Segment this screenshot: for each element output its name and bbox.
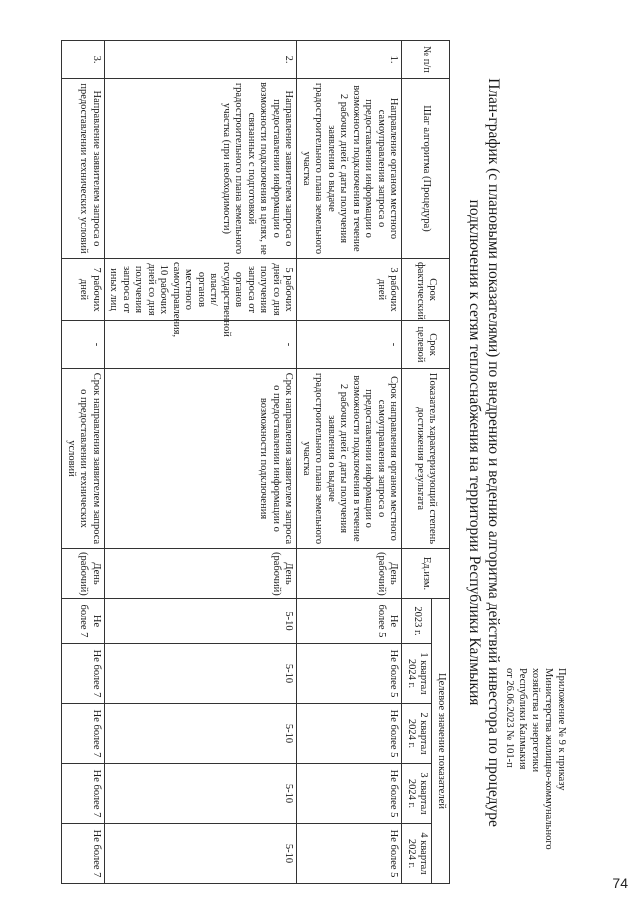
table-row (105, 41, 298, 884)
header-targets-group: Целевое значение показателей (432, 599, 450, 884)
cell-num: 3. (62, 41, 105, 79)
cell-unit: День (рабочий) (62, 549, 105, 599)
header-unit: Ед.изм. (402, 549, 450, 599)
cell-indicator: Срок направления заявителем запроса о предоставлении информации о возможности подключения (105, 369, 298, 549)
appendix-line: Министерства жилищно-коммунального (543, 668, 554, 850)
header-period: 2 квартал 2024 г. (402, 704, 432, 764)
cell-step: Направление заявителем запроса о предоставлении информации о возможности подключения в целях, не связанных с подготовкой градостроительного плана земельного участка (при необходимости) (105, 79, 298, 259)
cell-value: Не более 7 (62, 644, 105, 704)
cell-value: 5-10 (105, 824, 298, 884)
title-line: План-график (с плановыми показателями) по внедрению и ведению алгоритма действий инвестора по процедуре (485, 78, 502, 827)
cell-value: Не более 5 (297, 824, 402, 884)
title-line: подключения к сетям теплоснабжения на территории Республики Калмыкия (466, 199, 483, 706)
cell-unit: День (рабочий) (105, 549, 298, 599)
header-period: 1 квартал 2024 г. (402, 644, 432, 704)
cell-value: 5-10 (105, 704, 298, 764)
document-title (465, 40, 503, 865)
cell-target-term: - (297, 321, 402, 369)
plan-schedule-table (62, 40, 451, 884)
cell-value: Не более 5 (297, 599, 402, 644)
header-step: Шаг алгоритма (Процедура) (402, 79, 450, 259)
header-period: 3 квартал 2024 г. (402, 764, 432, 824)
cell-unit: День (рабочий) (297, 549, 402, 599)
cell-actual-term: 5 рабочих дней со дня получения запроса от органов государственной власти/органов местного самоуправления, 10 рабочих дней со дня получения запроса от иных лиц (105, 259, 298, 321)
header-num: № п/п (402, 41, 450, 79)
cell-value: Не более 7 (62, 764, 105, 824)
cell-actual-term: 3 рабочих дней (297, 259, 402, 321)
cell-indicator: Срок направления органом местного самоуправления запроса о предоставлении информации о возможности подключения в течение 2 рабочих дней с даты получения заявления о выдаче градостроительного плана земельного участка (297, 369, 402, 549)
header-indicator: Показатель характеризующий степень достижения результата (402, 369, 450, 549)
cell-step: Направление заявителем запроса о предоставлении технических условий (62, 79, 105, 259)
table-row (297, 41, 402, 884)
appendix-line: Республики Калмыкия (517, 668, 528, 770)
table-row (62, 41, 105, 884)
appendix-line: Приложение № 9 к приказу (556, 668, 567, 791)
cell-actual-term: 7 рабочих дней (62, 259, 105, 321)
header-period: 4 квартал 2024 г. (402, 824, 432, 884)
appendix-line: хозяйства и энергетики (530, 668, 541, 773)
cell-value: 5-10 (105, 599, 298, 644)
cell-value: 5-10 (105, 764, 298, 824)
cell-value: Не более 7 (62, 824, 105, 884)
cell-value: Не более 5 (297, 764, 402, 824)
cell-indicator: Срок направления заявителем запроса о предоставлении технических условий (62, 369, 105, 549)
cell-value: 5-10 (105, 644, 298, 704)
cell-target-term: - (105, 321, 298, 369)
cell-value: Не более 5 (297, 644, 402, 704)
page-number: 74 (612, 875, 628, 891)
cell-step: Направление органом местного самоуправления запроса о предоставлении информации о возможности подключения в течение 2 рабочих дней с даты получения заявления о выдаче градостроительного плана земельного участка (297, 79, 402, 259)
appendix-line: от 26.06.2023 № 101-п (504, 668, 515, 768)
header-actual-term: Срок фактический (402, 259, 450, 321)
cell-num: 2. (105, 41, 298, 79)
cell-target-term: - (62, 321, 105, 369)
cell-value: Не более 5 (297, 704, 402, 764)
appendix-header (503, 668, 568, 883)
header-period: 2023 г. (402, 599, 432, 644)
cell-value: Не более 7 (62, 704, 105, 764)
header-target-term: Срок целевой (402, 321, 450, 369)
cell-num: 1. (297, 41, 402, 79)
cell-value: Не более 7 (62, 599, 105, 644)
